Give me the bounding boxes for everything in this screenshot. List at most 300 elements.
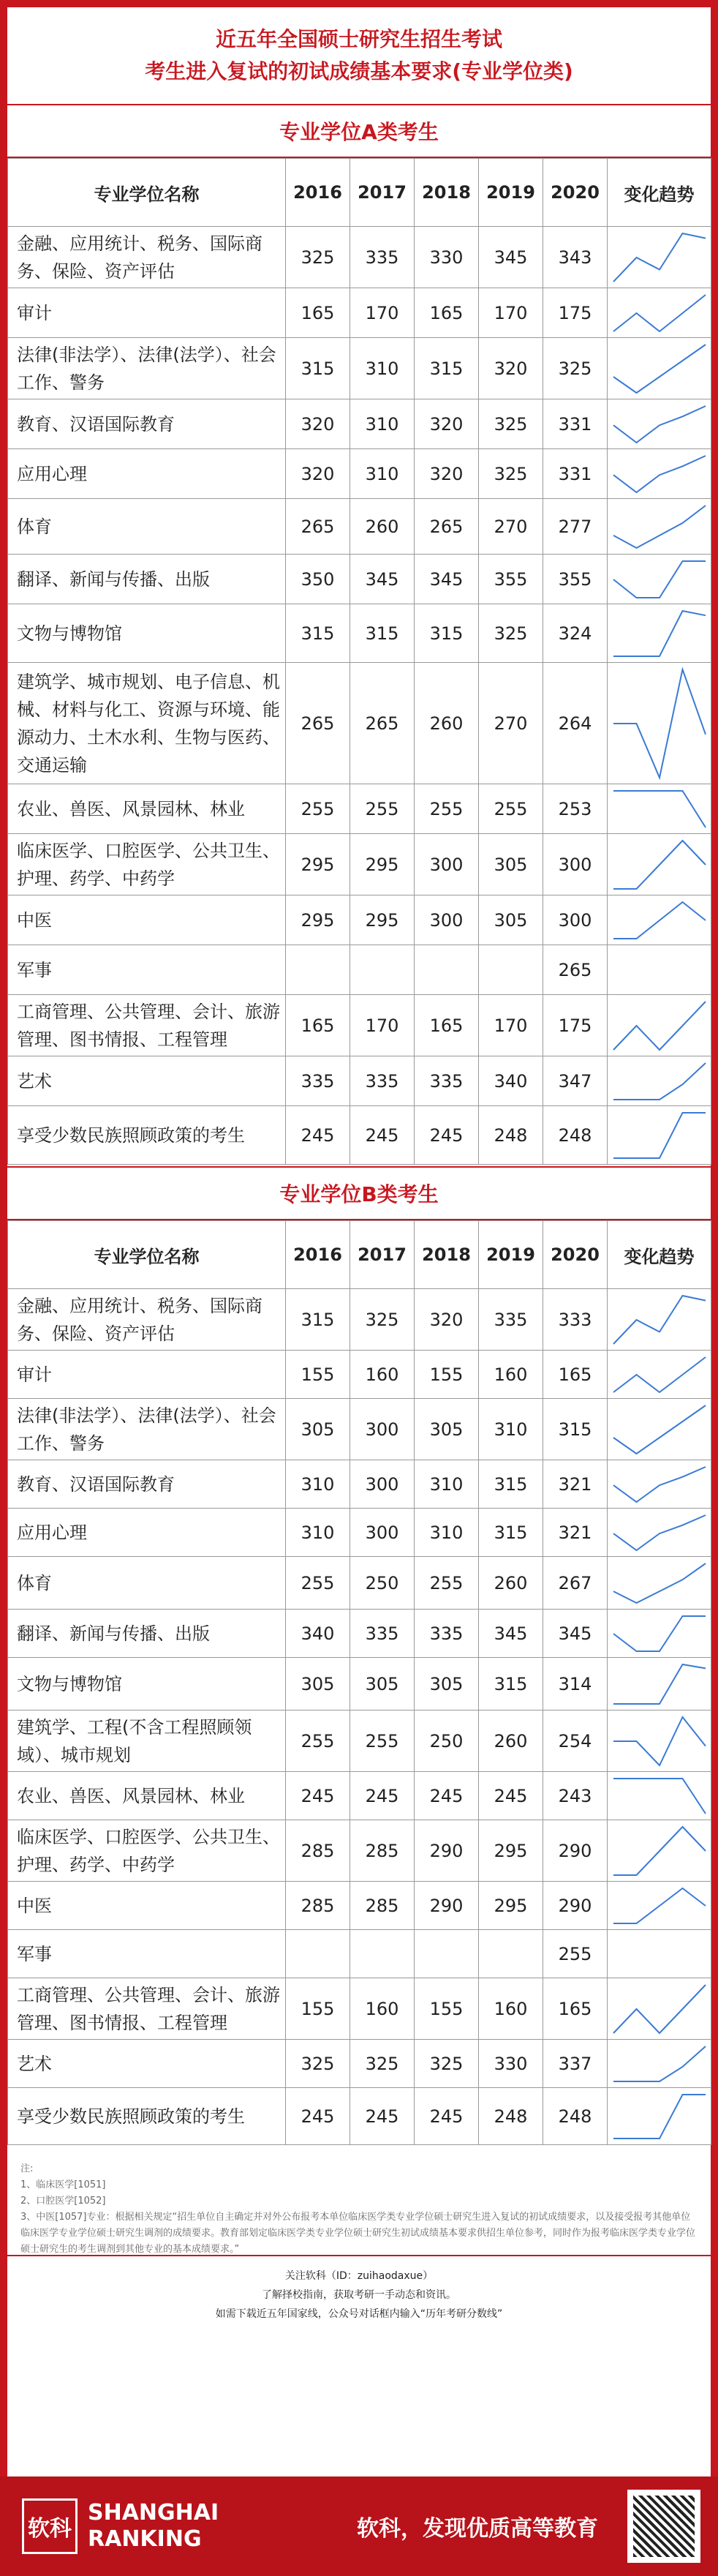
header-year: 2016 [286, 1221, 350, 1289]
row-value: 314 [543, 1658, 608, 1711]
row-value [415, 1930, 479, 1978]
notes [7, 2145, 711, 2255]
footer-line-2: 了解择校指南，获取考研一手动态和资讯。 [262, 2289, 456, 2301]
row-value: 260 [415, 663, 479, 784]
table-row [8, 834, 711, 895]
table-row [8, 604, 711, 663]
score-table [7, 158, 711, 1165]
row-value: 321 [543, 1460, 608, 1509]
row-name: 体育 [8, 1557, 286, 1610]
row-value: 255 [350, 1711, 415, 1772]
row-value: 255 [286, 784, 350, 834]
row-value: 320 [286, 449, 350, 499]
trend-line [613, 791, 706, 827]
row-value: 315 [286, 1289, 350, 1351]
row-value: 300 [543, 895, 608, 945]
row-name: 审计 [8, 288, 286, 338]
table-row [8, 945, 711, 995]
row-value: 245 [415, 1106, 479, 1165]
trend-line [613, 506, 706, 548]
trend-cell [608, 1658, 711, 1711]
trend-sparkline [608, 1882, 711, 1929]
header-year: 2018 [415, 1221, 479, 1289]
trend-line [613, 669, 706, 778]
row-value: 160 [350, 1351, 415, 1399]
trend-sparkline [608, 1351, 711, 1398]
table-row [8, 663, 711, 784]
row-value: 295 [286, 834, 350, 895]
table-row [8, 1930, 711, 1978]
brand-logo[interactable] [22, 2498, 219, 2554]
row-value: 160 [350, 1978, 415, 2040]
logo-text [88, 2500, 219, 2553]
row-value: 265 [286, 663, 350, 784]
trend-cell [608, 1820, 711, 1882]
row-value: 325 [479, 449, 543, 499]
row-value: 345 [479, 1610, 543, 1658]
header-year: 2020 [543, 1221, 608, 1289]
section-title: 专业学位B类考生 [7, 1166, 711, 1220]
table-row [8, 1978, 711, 2040]
trend-sparkline [608, 1107, 711, 1164]
header-year: 2019 [479, 1221, 543, 1289]
row-name: 临床医学、口腔医学、公共卫生、护理、药学、中药学 [8, 1820, 286, 1882]
table-row [8, 1557, 711, 1610]
trend-sparkline [608, 896, 711, 945]
row-value [415, 945, 479, 995]
row-value: 305 [479, 834, 543, 895]
trend-cell [608, 1106, 711, 1165]
row-value: 270 [479, 499, 543, 555]
trend-sparkline [608, 1711, 711, 1771]
row-value: 170 [350, 995, 415, 1056]
row-value: 155 [415, 1978, 479, 2040]
row-value: 255 [415, 1557, 479, 1610]
row-value: 300 [350, 1399, 415, 1460]
header-year: 2017 [350, 159, 415, 227]
row-value: 335 [415, 1056, 479, 1106]
row-value: 300 [415, 834, 479, 895]
page-title [7, 7, 711, 104]
row-value: 320 [415, 399, 479, 449]
row-value: 290 [415, 1820, 479, 1882]
table-row [8, 895, 711, 945]
header-name: 专业学位名称 [8, 1221, 286, 1289]
row-value: 155 [415, 1351, 479, 1399]
trend-cell [608, 2088, 711, 2145]
trend-line [613, 1779, 706, 1814]
trend-sparkline [608, 339, 711, 399]
table-row [8, 1106, 711, 1165]
row-name: 艺术 [8, 2040, 286, 2088]
row-name: 农业、兽医、风景园林、林业 [8, 784, 286, 834]
row-value: 300 [415, 895, 479, 945]
row-name: 应用心理 [8, 449, 286, 499]
trend-cell [608, 663, 711, 784]
row-value: 335 [479, 1289, 543, 1351]
trend-cell [608, 1882, 711, 1930]
sections [7, 104, 711, 2145]
trend-line [613, 1296, 706, 1344]
trend-sparkline [608, 1979, 711, 2039]
trend-line [613, 2095, 706, 2138]
row-value: 250 [415, 1711, 479, 1772]
row-value [286, 1930, 350, 1978]
row-value: 265 [350, 663, 415, 784]
row-value: 331 [543, 399, 608, 449]
row-name: 应用心理 [8, 1509, 286, 1557]
trend-sparkline [608, 1509, 711, 1556]
row-value: 330 [479, 2040, 543, 2088]
trend-cell [608, 995, 711, 1056]
row-name: 工商管理、公共管理、会计、旅游管理、图书情报、工程管理 [8, 1978, 286, 2040]
row-value: 160 [479, 1978, 543, 2040]
row-value: 315 [479, 1460, 543, 1509]
row-name: 翻译、新闻与传播、出版 [8, 555, 286, 604]
header-year: 2017 [350, 1221, 415, 1289]
row-value: 320 [479, 338, 543, 399]
row-value: 245 [286, 1106, 350, 1165]
row-name: 享受少数民族照顾政策的考生 [8, 2088, 286, 2145]
footer [7, 2255, 711, 2347]
row-value: 254 [543, 1711, 608, 1772]
row-name: 法律(非法学）、法律(法学）、社会工作、警务 [8, 338, 286, 399]
row-value: 270 [479, 663, 543, 784]
section-title: 专业学位A类考生 [7, 104, 711, 158]
row-value: 155 [286, 1978, 350, 2040]
row-value: 325 [350, 2040, 415, 2088]
table-row [8, 1882, 711, 1930]
row-name: 中医 [8, 1882, 286, 1930]
trend-sparkline [608, 1290, 711, 1350]
row-value: 255 [350, 784, 415, 834]
row-value: 335 [350, 1056, 415, 1106]
row-name: 建筑学、城市规划、电子信息、机械、材料与化工、资源与环境、能源动力、土木水利、生物与医药、交通运输 [8, 663, 286, 784]
row-value: 330 [415, 227, 479, 288]
row-value: 267 [543, 1557, 608, 1610]
trend-sparkline [608, 228, 711, 288]
trend-line [613, 841, 706, 889]
row-name: 工商管理、公共管理、会计、旅游管理、图书情报、工程管理 [8, 995, 286, 1056]
trend-cell [608, 1978, 711, 2040]
trend-cell [608, 1610, 711, 1658]
row-value: 310 [479, 1399, 543, 1460]
row-value: 310 [350, 338, 415, 399]
row-name: 建筑学、工程(不含工程照顾领域）、城市规划 [8, 1711, 286, 1772]
row-name: 翻译、新闻与传播、出版 [8, 1610, 286, 1658]
row-value: 305 [350, 1658, 415, 1711]
table-row [8, 1056, 711, 1106]
row-value [479, 1930, 543, 1978]
title-line-1: 近五年全国硕士研究生招生考试 [215, 27, 502, 51]
table-row [8, 995, 711, 1056]
footer-line-3: 如需下载近五年国家线，公众号对话框内输入“历年考研分数线” [215, 2308, 503, 2320]
trend-sparkline [608, 1057, 711, 1105]
row-value: 340 [479, 1056, 543, 1106]
row-value: 315 [479, 1658, 543, 1711]
trend-sparkline [608, 1821, 711, 1881]
trend-sparkline [608, 664, 711, 784]
row-value: 320 [415, 1289, 479, 1351]
trend-sparkline [608, 1461, 711, 1508]
table-header-row [8, 159, 711, 227]
row-value: 290 [415, 1882, 479, 1930]
row-name: 艺术 [8, 1056, 286, 1106]
row-value: 255 [479, 784, 543, 834]
trend-sparkline [608, 785, 711, 833]
row-name: 文物与博物馆 [8, 604, 286, 663]
row-value: 325 [479, 604, 543, 663]
row-value: 165 [415, 288, 479, 338]
header-year: 2016 [286, 159, 350, 227]
row-value: 320 [286, 399, 350, 449]
table-row [8, 2040, 711, 2088]
table-row [8, 1658, 711, 1711]
row-value: 310 [286, 1509, 350, 1557]
trend-line [613, 1616, 706, 1651]
title-line-2: 考生进入复试的初试成绩基本要求(专业学位类) [145, 59, 573, 83]
row-value: 343 [543, 227, 608, 288]
score-table [7, 1220, 711, 2145]
row-value: 285 [350, 1882, 415, 1930]
row-value: 315 [415, 338, 479, 399]
row-name: 享受少数民族照顾政策的考生 [8, 1106, 286, 1165]
trend-sparkline [608, 996, 711, 1056]
row-value: 315 [350, 604, 415, 663]
row-value: 335 [286, 1056, 350, 1106]
row-value: 333 [543, 1289, 608, 1351]
table-row [8, 499, 711, 555]
row-value: 165 [415, 995, 479, 1056]
trend-sparkline [608, 2089, 711, 2144]
row-value: 315 [415, 604, 479, 663]
table-row [8, 1289, 711, 1351]
row-value: 170 [350, 288, 415, 338]
row-value: 340 [286, 1610, 350, 1658]
trend-line [613, 1357, 706, 1392]
trend-line [613, 1664, 706, 1704]
row-value: 305 [415, 1399, 479, 1460]
row-value: 295 [479, 1820, 543, 1882]
trend-line [613, 2046, 706, 2081]
row-value: 245 [479, 1772, 543, 1820]
row-value: 325 [286, 227, 350, 288]
row-value: 255 [286, 1557, 350, 1610]
row-name: 金融、应用统计、税务、国际商务、保险、资产评估 [8, 1289, 286, 1351]
logo-text-line-2: RANKING [88, 2526, 202, 2552]
row-value: 337 [543, 2040, 608, 2088]
row-value: 295 [350, 895, 415, 945]
row-value: 243 [543, 1772, 608, 1820]
row-value: 325 [286, 2040, 350, 2088]
notes-label: 注: [20, 2163, 34, 2174]
table-row [8, 227, 711, 288]
row-value [479, 945, 543, 995]
row-value: 245 [350, 1106, 415, 1165]
trend-cell [608, 399, 711, 449]
table-row [8, 2088, 711, 2145]
table-row [8, 1351, 711, 1399]
table-row [8, 1509, 711, 1557]
row-value: 285 [350, 1820, 415, 1882]
brand-slogan: 软科，发现优质高等教育 [357, 2516, 598, 2542]
trend-line [613, 233, 706, 282]
trend-cell [608, 1930, 711, 1978]
row-value: 285 [286, 1820, 350, 1882]
trend-cell [608, 1460, 711, 1509]
row-value: 290 [543, 1882, 608, 1930]
row-name: 教育、汉语国际教育 [8, 399, 286, 449]
row-value: 255 [543, 1930, 608, 1978]
row-value: 321 [543, 1509, 608, 1557]
row-value: 155 [286, 1351, 350, 1399]
row-value: 255 [415, 784, 479, 834]
trend-sparkline [608, 400, 711, 448]
row-value: 310 [415, 1509, 479, 1557]
header-trend: 变化趋势 [608, 1221, 711, 1289]
row-value: 245 [350, 1772, 415, 1820]
row-name: 审计 [8, 1351, 286, 1399]
table-row [8, 1460, 711, 1509]
row-name: 金融、应用统计、税务、国际商务、保险、资产评估 [8, 227, 286, 288]
trend-cell [608, 288, 711, 338]
trend-sparkline [608, 1400, 711, 1460]
row-value [350, 1930, 415, 1978]
note-3: 3、中医[1057]专业：根据相关规定“招生单位自主确定并对外公布报考本单位临床医学类专业学位硕士研究生进入复试的初试成绩要求，以及接受报考其他单位临床医学专业学位硕士研究生调剂的成绩要求。教育部划定临床医学类专业学位硕士研究生初试成绩基本要求供招生单位参考，同时作为报考临床医学类专业学位硕士研究生的考生调剂到其他专业的基本成绩要求。” [20, 2212, 696, 2255]
row-name: 临床医学、口腔医学、公共卫生、护理、药学、中药学 [8, 834, 286, 895]
table-row [8, 555, 711, 604]
trend-sparkline [608, 835, 711, 895]
table-row [8, 784, 711, 834]
trend-line [613, 1563, 706, 1603]
row-value: 315 [479, 1509, 543, 1557]
row-name: 农业、兽医、风景园林、林业 [8, 1772, 286, 1820]
trend-cell [608, 1772, 711, 1820]
row-value [286, 945, 350, 995]
row-value: 331 [543, 449, 608, 499]
header-name: 专业学位名称 [8, 159, 286, 227]
trend-sparkline [608, 1659, 711, 1710]
trend-line [613, 1985, 706, 2033]
trend-line [613, 561, 706, 598]
qr-code-icon[interactable] [627, 2490, 700, 2563]
trend-cell [608, 449, 711, 499]
footer-line-1: 关注软科（ID：zuihaodaxue） [284, 2270, 434, 2282]
header-year: 2019 [479, 159, 543, 227]
row-name: 军事 [8, 945, 286, 995]
row-value: 320 [415, 449, 479, 499]
row-value: 245 [415, 2088, 479, 2145]
table-row [8, 338, 711, 399]
row-value: 290 [543, 1820, 608, 1882]
row-value: 325 [415, 2040, 479, 2088]
row-name: 文物与博物馆 [8, 1658, 286, 1711]
trend-cell [608, 895, 711, 945]
trend-sparkline [608, 500, 711, 554]
row-value: 325 [543, 338, 608, 399]
trend-line [613, 1888, 706, 1923]
row-value: 345 [415, 555, 479, 604]
row-name: 体育 [8, 499, 286, 555]
row-value: 245 [286, 1772, 350, 1820]
trend-line [613, 295, 706, 331]
trend-line [613, 456, 706, 492]
row-value: 165 [286, 288, 350, 338]
trend-line [613, 1467, 706, 1502]
trend-cell [608, 227, 711, 288]
trend-sparkline [608, 450, 711, 498]
trend-line [613, 1515, 706, 1550]
row-value: 325 [479, 399, 543, 449]
row-value: 295 [350, 834, 415, 895]
table-row [8, 1399, 711, 1460]
table-row [8, 1820, 711, 1882]
row-value: 345 [350, 555, 415, 604]
logo-mark-icon: 软科 [22, 2498, 78, 2554]
row-value: 310 [350, 399, 415, 449]
trend-sparkline [608, 289, 711, 337]
row-value: 175 [543, 288, 608, 338]
trend-cell [608, 1351, 711, 1399]
row-value: 300 [543, 834, 608, 895]
trend-sparkline [608, 605, 711, 662]
trend-cell [608, 1399, 711, 1460]
row-value [350, 945, 415, 995]
row-value: 245 [415, 1772, 479, 1820]
row-value: 335 [350, 1610, 415, 1658]
row-value: 248 [543, 1106, 608, 1165]
row-value: 305 [415, 1658, 479, 1711]
trend-cell [608, 1711, 711, 1772]
row-value: 253 [543, 784, 608, 834]
table-row [8, 399, 711, 449]
row-value: 300 [350, 1509, 415, 1557]
trend-line [613, 1113, 706, 1158]
trend-line [613, 902, 706, 939]
row-value: 175 [543, 995, 608, 1056]
row-value: 315 [286, 604, 350, 663]
trend-cell [608, 1509, 711, 1557]
row-value: 165 [543, 1351, 608, 1399]
trend-cell [608, 555, 711, 604]
row-value: 248 [479, 2088, 543, 2145]
row-name: 教育、汉语国际教育 [8, 1460, 286, 1509]
row-value: 324 [543, 604, 608, 663]
row-value: 310 [415, 1460, 479, 1509]
trend-line [613, 1717, 706, 1765]
trend-cell [608, 784, 711, 834]
trend-line [613, 406, 706, 443]
row-value: 347 [543, 1056, 608, 1106]
note-1: 1、临床医学[1051] [20, 2179, 106, 2190]
note-2: 2、口腔医学[1052] [20, 2196, 106, 2207]
row-value: 355 [543, 555, 608, 604]
row-value: 265 [286, 499, 350, 555]
row-value: 325 [350, 1289, 415, 1351]
trend-cell [608, 604, 711, 663]
row-value: 305 [286, 1399, 350, 1460]
trend-cell [608, 2040, 711, 2088]
row-value: 160 [479, 1351, 543, 1399]
logo-text-line-1: SHANGHAI [88, 2500, 219, 2526]
row-value: 300 [350, 1460, 415, 1509]
row-value: 335 [350, 227, 415, 288]
row-value: 260 [479, 1557, 543, 1610]
row-value: 248 [479, 1106, 543, 1165]
trend-cell [608, 499, 711, 555]
header-year: 2018 [415, 159, 479, 227]
trend-cell [608, 1557, 711, 1610]
